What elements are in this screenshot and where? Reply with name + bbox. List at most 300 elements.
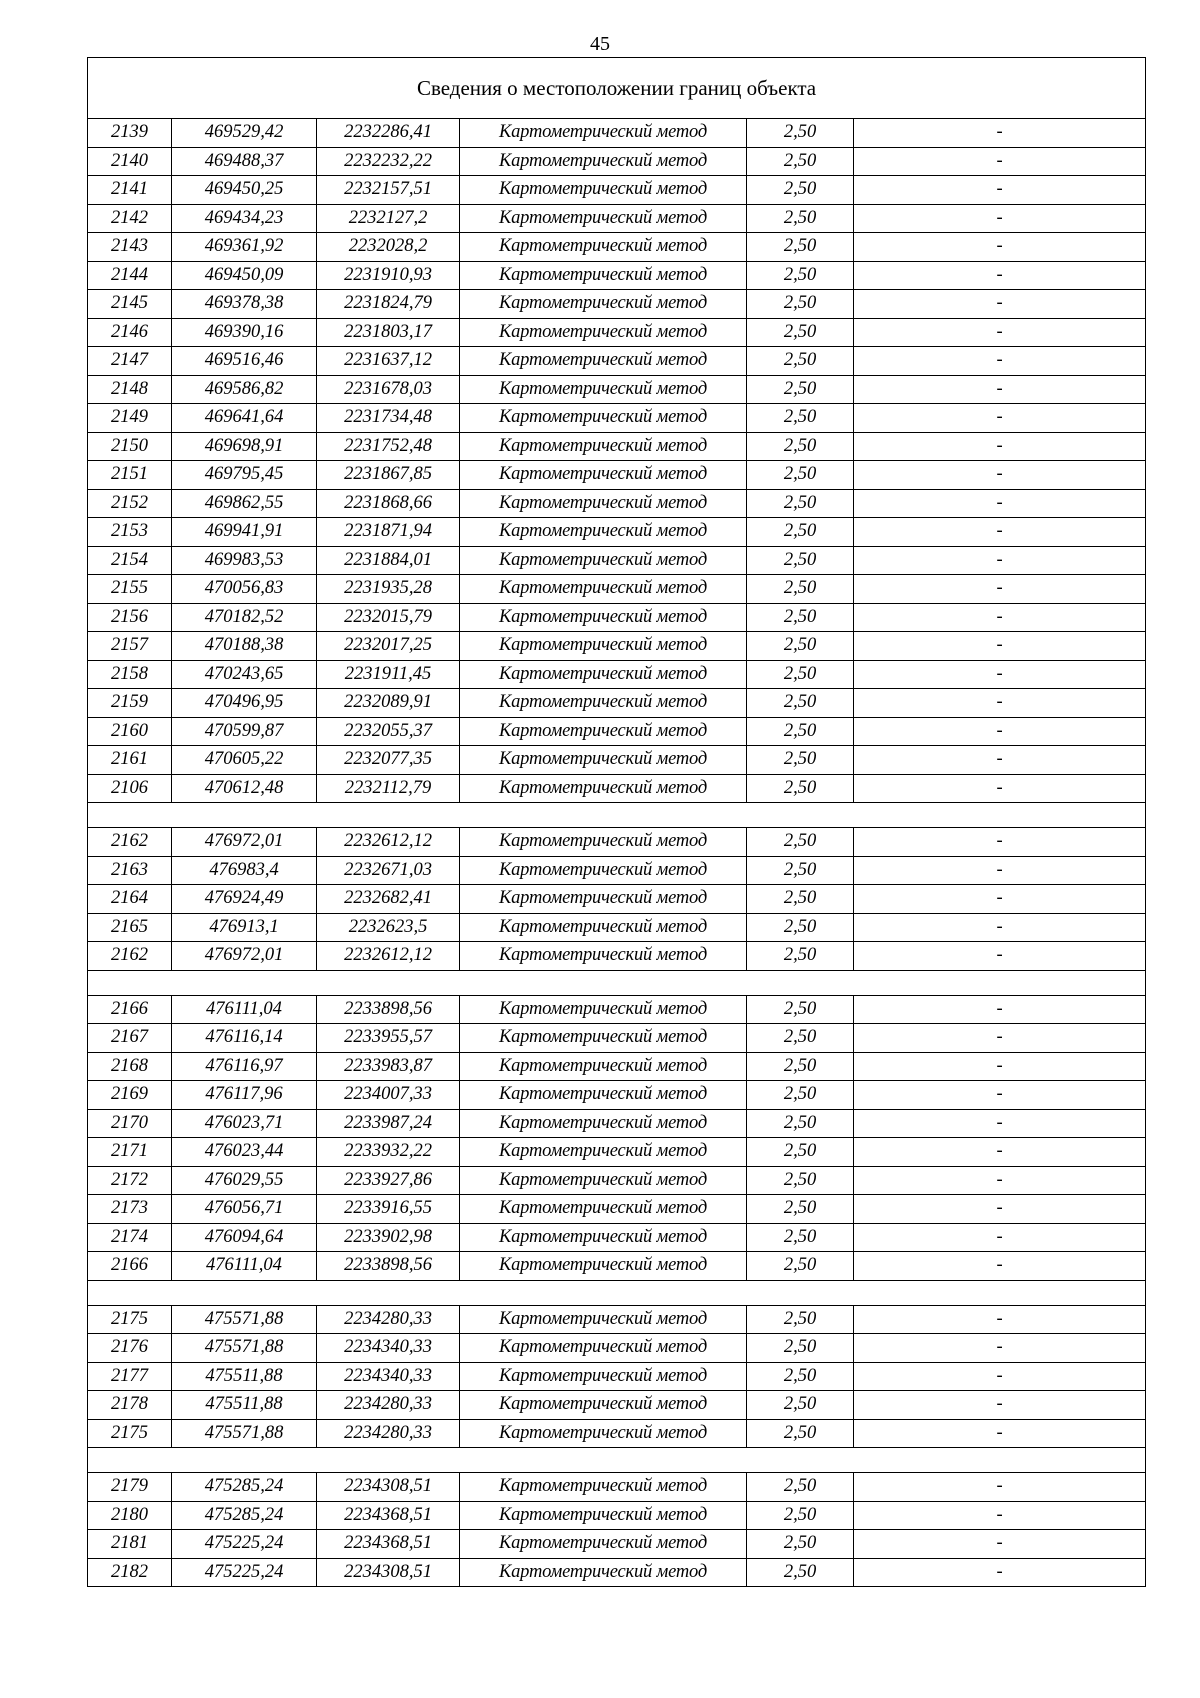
description-cell: - bbox=[854, 1052, 1146, 1081]
table-row bbox=[88, 913, 1146, 942]
y-coordinate-cell: 2232612,12 bbox=[317, 828, 460, 857]
point-number-cell: 2171 bbox=[88, 1138, 172, 1167]
y-coordinate-cell: 2233902,98 bbox=[317, 1223, 460, 1252]
method-cell: Картометрический метод bbox=[460, 1558, 747, 1587]
table-row bbox=[88, 375, 1146, 404]
description-cell: - bbox=[854, 660, 1146, 689]
table-row bbox=[88, 885, 1146, 914]
method-cell: Картометрический метод bbox=[460, 942, 747, 971]
table-row bbox=[88, 689, 1146, 718]
table-row bbox=[88, 660, 1146, 689]
accuracy-cell: 2,50 bbox=[747, 546, 854, 575]
y-coordinate-cell: 2233987,24 bbox=[317, 1109, 460, 1138]
point-number-cell: 2162 bbox=[88, 942, 172, 971]
description-cell: - bbox=[854, 942, 1146, 971]
description-cell: - bbox=[854, 347, 1146, 376]
accuracy-cell: 2,50 bbox=[747, 375, 854, 404]
accuracy-cell: 2,50 bbox=[747, 1419, 854, 1448]
method-cell: Картометрический метод bbox=[460, 885, 747, 914]
x-coordinate-cell: 469450,25 bbox=[172, 176, 317, 205]
table-row bbox=[88, 603, 1146, 632]
method-cell: Картометрический метод bbox=[460, 1391, 747, 1420]
method-cell: Картометрический метод bbox=[460, 995, 747, 1024]
table-row bbox=[88, 518, 1146, 547]
accuracy-cell: 2,50 bbox=[747, 147, 854, 176]
description-cell: - bbox=[854, 746, 1146, 775]
description-cell: - bbox=[854, 1138, 1146, 1167]
point-number-cell: 2173 bbox=[88, 1195, 172, 1224]
accuracy-cell: 2,50 bbox=[747, 856, 854, 885]
method-cell: Картометрический метод bbox=[460, 660, 747, 689]
point-number-cell: 2142 bbox=[88, 204, 172, 233]
method-cell: Картометрический метод bbox=[460, 1501, 747, 1530]
x-coordinate-cell: 470243,65 bbox=[172, 660, 317, 689]
table-row bbox=[88, 828, 1146, 857]
point-number-cell: 2141 bbox=[88, 176, 172, 205]
description-cell: - bbox=[854, 404, 1146, 433]
table-row bbox=[88, 404, 1146, 433]
x-coordinate-cell: 470612,48 bbox=[172, 774, 317, 803]
accuracy-cell: 2,50 bbox=[747, 746, 854, 775]
accuracy-cell: 2,50 bbox=[747, 1334, 854, 1363]
accuracy-cell: 2,50 bbox=[747, 204, 854, 233]
contour-separator-cell bbox=[88, 1448, 1146, 1473]
accuracy-cell: 2,50 bbox=[747, 1166, 854, 1195]
point-number-cell: 2148 bbox=[88, 375, 172, 404]
x-coordinate-cell: 476924,49 bbox=[172, 885, 317, 914]
y-coordinate-cell: 2232055,37 bbox=[317, 717, 460, 746]
y-coordinate-cell: 2233983,87 bbox=[317, 1052, 460, 1081]
contour-separator-cell bbox=[88, 1280, 1146, 1305]
accuracy-cell: 2,50 bbox=[747, 1305, 854, 1334]
y-coordinate-cell: 2232232,22 bbox=[317, 147, 460, 176]
point-number-cell: 2144 bbox=[88, 261, 172, 290]
table-row bbox=[88, 1558, 1146, 1587]
description-cell: - bbox=[854, 147, 1146, 176]
boundary-coordinates-table bbox=[87, 57, 1146, 1587]
table-row bbox=[88, 774, 1146, 803]
x-coordinate-cell: 476117,96 bbox=[172, 1081, 317, 1110]
x-coordinate-cell: 470496,95 bbox=[172, 689, 317, 718]
method-cell: Картометрический метод bbox=[460, 632, 747, 661]
accuracy-cell: 2,50 bbox=[747, 1558, 854, 1587]
description-cell: - bbox=[854, 1362, 1146, 1391]
table-row bbox=[88, 1081, 1146, 1110]
y-coordinate-cell: 2234007,33 bbox=[317, 1081, 460, 1110]
accuracy-cell: 2,50 bbox=[747, 632, 854, 661]
method-cell: Картометрический метод bbox=[460, 575, 747, 604]
table-row bbox=[88, 1530, 1146, 1559]
accuracy-cell: 2,50 bbox=[747, 261, 854, 290]
contour-separator-row bbox=[88, 970, 1146, 995]
x-coordinate-cell: 469516,46 bbox=[172, 347, 317, 376]
x-coordinate-cell: 476023,71 bbox=[172, 1109, 317, 1138]
method-cell: Картометрический метод bbox=[460, 689, 747, 718]
x-coordinate-cell: 469434,23 bbox=[172, 204, 317, 233]
method-cell: Картометрический метод bbox=[460, 119, 747, 148]
point-number-cell: 2162 bbox=[88, 828, 172, 857]
point-number-cell: 2182 bbox=[88, 1558, 172, 1587]
point-number-cell: 2147 bbox=[88, 347, 172, 376]
accuracy-cell: 2,50 bbox=[747, 318, 854, 347]
y-coordinate-cell: 2232127,2 bbox=[317, 204, 460, 233]
accuracy-cell: 2,50 bbox=[747, 1052, 854, 1081]
accuracy-cell: 2,50 bbox=[747, 660, 854, 689]
x-coordinate-cell: 469641,64 bbox=[172, 404, 317, 433]
table-row bbox=[88, 995, 1146, 1024]
accuracy-cell: 2,50 bbox=[747, 689, 854, 718]
description-cell: - bbox=[854, 1195, 1146, 1224]
table-row bbox=[88, 1252, 1146, 1281]
description-cell: - bbox=[854, 204, 1146, 233]
method-cell: Картометрический метод bbox=[460, 1081, 747, 1110]
y-coordinate-cell: 2231752,48 bbox=[317, 432, 460, 461]
x-coordinate-cell: 470605,22 bbox=[172, 746, 317, 775]
y-coordinate-cell: 2234308,51 bbox=[317, 1558, 460, 1587]
point-number-cell: 2170 bbox=[88, 1109, 172, 1138]
method-cell: Картометрический метод bbox=[460, 1252, 747, 1281]
description-cell: - bbox=[854, 1334, 1146, 1363]
table-row bbox=[88, 942, 1146, 971]
point-number-cell: 2166 bbox=[88, 1252, 172, 1281]
accuracy-cell: 2,50 bbox=[747, 1024, 854, 1053]
x-coordinate-cell: 469795,45 bbox=[172, 461, 317, 490]
description-cell: - bbox=[854, 233, 1146, 262]
x-coordinate-cell: 475571,88 bbox=[172, 1305, 317, 1334]
accuracy-cell: 2,50 bbox=[747, 1473, 854, 1502]
table-row bbox=[88, 1195, 1146, 1224]
y-coordinate-cell: 2233898,56 bbox=[317, 995, 460, 1024]
point-number-cell: 2150 bbox=[88, 432, 172, 461]
point-number-cell: 2174 bbox=[88, 1223, 172, 1252]
y-coordinate-cell: 2234280,33 bbox=[317, 1391, 460, 1420]
x-coordinate-cell: 475511,88 bbox=[172, 1391, 317, 1420]
description-cell: - bbox=[854, 1530, 1146, 1559]
point-number-cell: 2178 bbox=[88, 1391, 172, 1420]
table-row bbox=[88, 1024, 1146, 1053]
method-cell: Картометрический метод bbox=[460, 147, 747, 176]
description-cell: - bbox=[854, 1558, 1146, 1587]
accuracy-cell: 2,50 bbox=[747, 1252, 854, 1281]
y-coordinate-cell: 2231867,85 bbox=[317, 461, 460, 490]
accuracy-cell: 2,50 bbox=[747, 290, 854, 319]
description-cell: - bbox=[854, 518, 1146, 547]
description-cell: - bbox=[854, 261, 1146, 290]
table-row bbox=[88, 1052, 1146, 1081]
accuracy-cell: 2,50 bbox=[747, 404, 854, 433]
point-number-cell: 2152 bbox=[88, 489, 172, 518]
y-coordinate-cell: 2231911,45 bbox=[317, 660, 460, 689]
x-coordinate-cell: 469529,42 bbox=[172, 119, 317, 148]
y-coordinate-cell: 2232612,12 bbox=[317, 942, 460, 971]
description-cell: - bbox=[854, 913, 1146, 942]
y-coordinate-cell: 2231868,66 bbox=[317, 489, 460, 518]
description-cell: - bbox=[854, 603, 1146, 632]
point-number-cell: 2149 bbox=[88, 404, 172, 433]
y-coordinate-cell: 2233927,86 bbox=[317, 1166, 460, 1195]
y-coordinate-cell: 2232623,5 bbox=[317, 913, 460, 942]
x-coordinate-cell: 476972,01 bbox=[172, 942, 317, 971]
x-coordinate-cell: 476972,01 bbox=[172, 828, 317, 857]
point-number-cell: 2158 bbox=[88, 660, 172, 689]
description-cell: - bbox=[854, 632, 1146, 661]
y-coordinate-cell: 2231803,17 bbox=[317, 318, 460, 347]
x-coordinate-cell: 470056,83 bbox=[172, 575, 317, 604]
point-number-cell: 2106 bbox=[88, 774, 172, 803]
point-number-cell: 2161 bbox=[88, 746, 172, 775]
table-row bbox=[88, 204, 1146, 233]
x-coordinate-cell: 469983,53 bbox=[172, 546, 317, 575]
accuracy-cell: 2,50 bbox=[747, 717, 854, 746]
table-row bbox=[88, 347, 1146, 376]
accuracy-cell: 2,50 bbox=[747, 575, 854, 604]
description-cell: - bbox=[854, 885, 1146, 914]
accuracy-cell: 2,50 bbox=[747, 1223, 854, 1252]
contour-separator-row bbox=[88, 803, 1146, 828]
method-cell: Картометрический метод bbox=[460, 603, 747, 632]
x-coordinate-cell: 475571,88 bbox=[172, 1334, 317, 1363]
table-title-row bbox=[88, 58, 1146, 119]
method-cell: Картометрический метод bbox=[460, 1166, 747, 1195]
point-number-cell: 2175 bbox=[88, 1305, 172, 1334]
point-number-cell: 2172 bbox=[88, 1166, 172, 1195]
x-coordinate-cell: 476111,04 bbox=[172, 995, 317, 1024]
method-cell: Картометрический метод bbox=[460, 518, 747, 547]
accuracy-cell: 2,50 bbox=[747, 1081, 854, 1110]
point-number-cell: 2164 bbox=[88, 885, 172, 914]
x-coordinate-cell: 475285,24 bbox=[172, 1501, 317, 1530]
description-cell: - bbox=[854, 432, 1146, 461]
table-row bbox=[88, 1109, 1146, 1138]
accuracy-cell: 2,50 bbox=[747, 489, 854, 518]
accuracy-cell: 2,50 bbox=[747, 1530, 854, 1559]
description-cell: - bbox=[854, 1252, 1146, 1281]
point-number-cell: 2143 bbox=[88, 233, 172, 262]
y-coordinate-cell: 2232682,41 bbox=[317, 885, 460, 914]
table-row bbox=[88, 546, 1146, 575]
description-cell: - bbox=[854, 1024, 1146, 1053]
method-cell: Картометрический метод bbox=[460, 746, 747, 775]
x-coordinate-cell: 469862,55 bbox=[172, 489, 317, 518]
y-coordinate-cell: 2232112,79 bbox=[317, 774, 460, 803]
table-row bbox=[88, 1166, 1146, 1195]
table-row bbox=[88, 717, 1146, 746]
point-number-cell: 2154 bbox=[88, 546, 172, 575]
y-coordinate-cell: 2231824,79 bbox=[317, 290, 460, 319]
point-number-cell: 2145 bbox=[88, 290, 172, 319]
x-coordinate-cell: 475511,88 bbox=[172, 1362, 317, 1391]
point-number-cell: 2146 bbox=[88, 318, 172, 347]
x-coordinate-cell: 469941,91 bbox=[172, 518, 317, 547]
point-number-cell: 2175 bbox=[88, 1419, 172, 1448]
contour-separator-cell bbox=[88, 803, 1146, 828]
description-cell: - bbox=[854, 1166, 1146, 1195]
table-row bbox=[88, 1362, 1146, 1391]
table-row bbox=[88, 290, 1146, 319]
x-coordinate-cell: 469698,91 bbox=[172, 432, 317, 461]
point-number-cell: 2176 bbox=[88, 1334, 172, 1363]
method-cell: Картометрический метод bbox=[460, 261, 747, 290]
x-coordinate-cell: 475285,24 bbox=[172, 1473, 317, 1502]
description-cell: - bbox=[854, 546, 1146, 575]
description-cell: - bbox=[854, 375, 1146, 404]
method-cell: Картометрический метод bbox=[460, 1419, 747, 1448]
description-cell: - bbox=[854, 119, 1146, 148]
method-cell: Картометрический метод bbox=[460, 375, 747, 404]
table-body bbox=[88, 58, 1146, 1587]
y-coordinate-cell: 2234308,51 bbox=[317, 1473, 460, 1502]
accuracy-cell: 2,50 bbox=[747, 774, 854, 803]
table-row bbox=[88, 1334, 1146, 1363]
method-cell: Картометрический метод bbox=[460, 290, 747, 319]
accuracy-cell: 2,50 bbox=[747, 942, 854, 971]
x-coordinate-cell: 470188,38 bbox=[172, 632, 317, 661]
y-coordinate-cell: 2232028,2 bbox=[317, 233, 460, 262]
point-number-cell: 2166 bbox=[88, 995, 172, 1024]
y-coordinate-cell: 2231637,12 bbox=[317, 347, 460, 376]
point-number-cell: 2163 bbox=[88, 856, 172, 885]
method-cell: Картометрический метод bbox=[460, 1024, 747, 1053]
method-cell: Картометрический метод bbox=[460, 204, 747, 233]
y-coordinate-cell: 2232157,51 bbox=[317, 176, 460, 205]
accuracy-cell: 2,50 bbox=[747, 603, 854, 632]
y-coordinate-cell: 2232286,41 bbox=[317, 119, 460, 148]
y-coordinate-cell: 2231871,94 bbox=[317, 518, 460, 547]
method-cell: Картометрический метод bbox=[460, 461, 747, 490]
description-cell: - bbox=[854, 774, 1146, 803]
x-coordinate-cell: 476111,04 bbox=[172, 1252, 317, 1281]
method-cell: Картометрический метод bbox=[460, 489, 747, 518]
description-cell: - bbox=[854, 995, 1146, 1024]
point-number-cell: 2157 bbox=[88, 632, 172, 661]
x-coordinate-cell: 476023,44 bbox=[172, 1138, 317, 1167]
y-coordinate-cell: 2233916,55 bbox=[317, 1195, 460, 1224]
point-number-cell: 2167 bbox=[88, 1024, 172, 1053]
method-cell: Картометрический метод bbox=[460, 1195, 747, 1224]
y-coordinate-cell: 2232671,03 bbox=[317, 856, 460, 885]
x-coordinate-cell: 476094,64 bbox=[172, 1223, 317, 1252]
table-row bbox=[88, 489, 1146, 518]
y-coordinate-cell: 2231884,01 bbox=[317, 546, 460, 575]
point-number-cell: 2177 bbox=[88, 1362, 172, 1391]
description-cell: - bbox=[854, 1109, 1146, 1138]
page-number: 45 bbox=[590, 33, 610, 55]
accuracy-cell: 2,50 bbox=[747, 233, 854, 262]
accuracy-cell: 2,50 bbox=[747, 461, 854, 490]
accuracy-cell: 2,50 bbox=[747, 432, 854, 461]
table-title: Сведения о местоположении границ объекта bbox=[88, 58, 1146, 119]
y-coordinate-cell: 2234340,33 bbox=[317, 1362, 460, 1391]
method-cell: Картометрический метод bbox=[460, 1223, 747, 1252]
method-cell: Картометрический метод bbox=[460, 318, 747, 347]
y-coordinate-cell: 2232015,79 bbox=[317, 603, 460, 632]
table-row bbox=[88, 1473, 1146, 1502]
accuracy-cell: 2,50 bbox=[747, 518, 854, 547]
method-cell: Картометрический метод bbox=[460, 1362, 747, 1391]
method-cell: Картометрический метод bbox=[460, 1473, 747, 1502]
y-coordinate-cell: 2231910,93 bbox=[317, 261, 460, 290]
method-cell: Картометрический метод bbox=[460, 1334, 747, 1363]
table-row bbox=[88, 856, 1146, 885]
table-row bbox=[88, 746, 1146, 775]
x-coordinate-cell: 475225,24 bbox=[172, 1558, 317, 1587]
accuracy-cell: 2,50 bbox=[747, 1109, 854, 1138]
x-coordinate-cell: 469378,38 bbox=[172, 290, 317, 319]
y-coordinate-cell: 2234368,51 bbox=[317, 1501, 460, 1530]
point-number-cell: 2165 bbox=[88, 913, 172, 942]
x-coordinate-cell: 469361,92 bbox=[172, 233, 317, 262]
x-coordinate-cell: 476056,71 bbox=[172, 1195, 317, 1224]
description-cell: - bbox=[854, 489, 1146, 518]
table-row bbox=[88, 233, 1146, 262]
table-row bbox=[88, 147, 1146, 176]
x-coordinate-cell: 469586,82 bbox=[172, 375, 317, 404]
point-number-cell: 2160 bbox=[88, 717, 172, 746]
y-coordinate-cell: 2233898,56 bbox=[317, 1252, 460, 1281]
y-coordinate-cell: 2232077,35 bbox=[317, 746, 460, 775]
method-cell: Картометрический метод bbox=[460, 404, 747, 433]
method-cell: Картометрический метод bbox=[460, 1052, 747, 1081]
x-coordinate-cell: 469390,16 bbox=[172, 318, 317, 347]
description-cell: - bbox=[854, 461, 1146, 490]
x-coordinate-cell: 469488,37 bbox=[172, 147, 317, 176]
point-number-cell: 2169 bbox=[88, 1081, 172, 1110]
description-cell: - bbox=[854, 176, 1146, 205]
accuracy-cell: 2,50 bbox=[747, 913, 854, 942]
point-number-cell: 2179 bbox=[88, 1473, 172, 1502]
method-cell: Картометрический метод bbox=[460, 913, 747, 942]
table-row bbox=[88, 1223, 1146, 1252]
point-number-cell: 2153 bbox=[88, 518, 172, 547]
method-cell: Картометрический метод bbox=[460, 233, 747, 262]
accuracy-cell: 2,50 bbox=[747, 1138, 854, 1167]
description-cell: - bbox=[854, 1473, 1146, 1502]
point-number-cell: 2180 bbox=[88, 1501, 172, 1530]
y-coordinate-cell: 2233955,57 bbox=[317, 1024, 460, 1053]
contour-separator-row bbox=[88, 1448, 1146, 1473]
point-number-cell: 2168 bbox=[88, 1052, 172, 1081]
accuracy-cell: 2,50 bbox=[747, 828, 854, 857]
y-coordinate-cell: 2231935,28 bbox=[317, 575, 460, 604]
contour-separator-cell bbox=[88, 970, 1146, 995]
x-coordinate-cell: 469450,09 bbox=[172, 261, 317, 290]
description-cell: - bbox=[854, 575, 1146, 604]
table-row bbox=[88, 318, 1146, 347]
method-cell: Картометрический метод bbox=[460, 717, 747, 746]
y-coordinate-cell: 2234280,33 bbox=[317, 1305, 460, 1334]
method-cell: Картометрический метод bbox=[460, 1530, 747, 1559]
point-number-cell: 2155 bbox=[88, 575, 172, 604]
method-cell: Картометрический метод bbox=[460, 856, 747, 885]
method-cell: Картометрический метод bbox=[460, 432, 747, 461]
x-coordinate-cell: 475571,88 bbox=[172, 1419, 317, 1448]
x-coordinate-cell: 470182,52 bbox=[172, 603, 317, 632]
point-number-cell: 2151 bbox=[88, 461, 172, 490]
description-cell: - bbox=[854, 1501, 1146, 1530]
table-row bbox=[88, 1501, 1146, 1530]
y-coordinate-cell: 2234368,51 bbox=[317, 1530, 460, 1559]
x-coordinate-cell: 475225,24 bbox=[172, 1530, 317, 1559]
table-row bbox=[88, 632, 1146, 661]
point-number-cell: 2139 bbox=[88, 119, 172, 148]
method-cell: Картометрический метод bbox=[460, 774, 747, 803]
method-cell: Картометрический метод bbox=[460, 347, 747, 376]
x-coordinate-cell: 476116,97 bbox=[172, 1052, 317, 1081]
method-cell: Картометрический метод bbox=[460, 176, 747, 205]
x-coordinate-cell: 476116,14 bbox=[172, 1024, 317, 1053]
point-number-cell: 2181 bbox=[88, 1530, 172, 1559]
table-row bbox=[88, 119, 1146, 148]
